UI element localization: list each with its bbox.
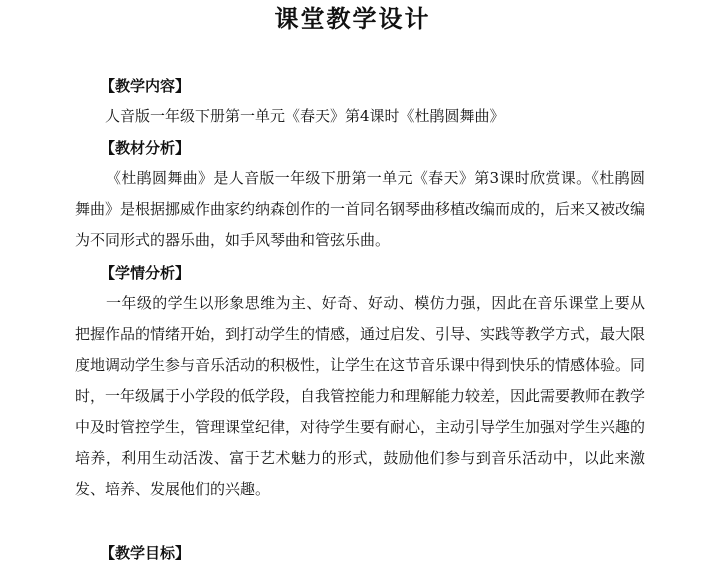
heading-material-analysis: 【教材分析】 [100, 139, 191, 157]
teaching-content-text: 人音版一年级下册第一单元《春天》第4课时《杜鹃圆舞曲》 [105, 107, 505, 125]
student-analysis-text: 一年级的学生以形象思维为主、好奇、好动、模仿力强，因此在音乐课堂上要从把握作品的情绪开始，到打动学生的情感，通过启发、引导、实践等教学方式，最大限度地调动学生参与音乐活动的积极性，让学生在这节音乐课中得到快乐的情感体验。同时，一年级属于小学段的低学段，自我管控能力和理解能力较差，因此需要教师在教学中及时管控学生，管理课堂纪律，对待学生要有耐心，主动引导学生加强对学生兴趣的培养，利用生动活泼、富于艺术魅力的形式，鼓励他们参与到音乐活动中，以此来激发、培养、发展他们的兴趣。 [75, 294, 646, 498]
heading-student-analysis: 【学情分析】 [100, 264, 191, 282]
heading-teaching-content: 【教学内容】 [100, 77, 191, 95]
heading-teaching-goals: 【教学目标】 [100, 544, 191, 562]
material-analysis-text: 《杜鹃圆舞曲》是人音版一年级下册第一单元《春天》第3课时欣赏课。《杜鹃圆舞曲》是根据挪威作曲家约纳森创作的一首同名钢琴曲移植改编而成的，后来又被改编为不同形式的器乐曲，如手风琴曲和管弦乐曲。 [75, 169, 646, 249]
document-title: 课堂教学设计 [274, 5, 431, 33]
